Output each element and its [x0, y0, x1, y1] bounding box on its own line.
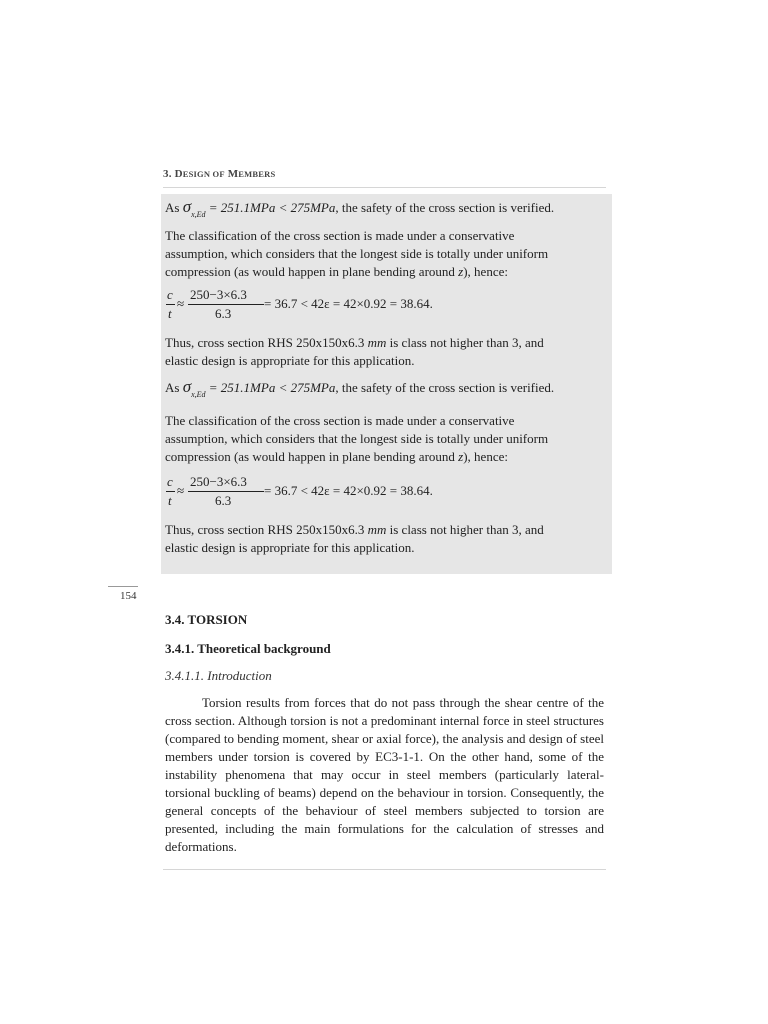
sigma-symbol: σ — [182, 197, 192, 216]
sigma-symbol: σ — [182, 377, 192, 396]
running-header-part: M — [227, 168, 239, 180]
eq-lhs-fraction-bar — [166, 304, 175, 305]
conclusion-text: is class not higher than 3, and — [389, 335, 544, 350]
eq-lhs-denominator: t — [168, 306, 172, 321]
conclusion-line — [165, 521, 604, 539]
bottom-rule — [163, 869, 606, 870]
verification-prefix: As — [165, 200, 180, 215]
verification-statement — [165, 378, 604, 399]
classification-line: The classification of the cross section is made under a conservative — [165, 413, 515, 428]
eq-fraction-bar — [188, 491, 264, 492]
eq-lhs-numerator: c — [167, 287, 173, 302]
eq-approx-sign: ≈ — [177, 296, 185, 311]
running-header — [163, 168, 605, 180]
subsubsection-heading: 3.4.1.1. Introduction — [165, 668, 272, 683]
conclusion-line — [165, 334, 604, 352]
classification-text: compression (as would happen in plane bending around — [165, 264, 455, 279]
verification-suffix: , the safety of the cross section is verified. — [335, 200, 555, 215]
page-number: 154 — [120, 590, 137, 602]
classification-text: ), hence: — [463, 449, 508, 464]
conclusion-text: is class not higher than 3, and — [389, 522, 544, 537]
classification-equation — [165, 286, 465, 326]
subsection-heading: 3.4.1. Theoretical background — [165, 641, 331, 656]
conclusion-line: elastic design is appropriate for this application. — [165, 353, 415, 368]
eq-rhs: = 36.7 < 42ε = 42×0.92 = 38.64. — [264, 483, 433, 498]
classification-text: ), hence: — [463, 264, 508, 279]
eq-lhs-denominator: t — [168, 493, 172, 508]
classification-text: compression (as would happen in plane bending around — [165, 449, 455, 464]
running-header-part: ESIGN OF — [182, 169, 225, 179]
sigma-subscript: x,Ed — [191, 210, 206, 219]
classification-equation — [165, 473, 465, 513]
eq-fraction-bar — [188, 304, 264, 305]
eq-denominator: 6.3 — [215, 493, 232, 508]
unit-text: mm — [367, 335, 387, 350]
eq-numerator: 250−3×6.3 — [190, 474, 247, 489]
classification-line — [165, 448, 604, 466]
conclusion-text: Thus, cross section RHS 250x150x6.3 — [165, 335, 365, 350]
running-header-part: 3. D — [163, 168, 183, 180]
verification-statement — [165, 198, 604, 219]
classification-line: assumption, which considers that the longest side is totally under uniform — [165, 246, 549, 261]
page-number-rule — [108, 586, 138, 587]
verification-expression: = 251.1MPa < 275MPa — [208, 380, 336, 395]
header-rule — [163, 187, 606, 188]
verification-suffix: , the safety of the cross section is verified. — [335, 380, 555, 395]
running-header-part: EMBERS — [238, 169, 276, 179]
classification-paragraph — [165, 412, 604, 466]
sigma-subscript: x,Ed — [191, 390, 206, 399]
unit-text: mm — [367, 522, 387, 537]
verification-expression: = 251.1MPa < 275MPa — [208, 200, 336, 215]
body-paragraph: Torsion results from forces that do not pass through the shear centre of the cross section. Although torsion is not a predominant internal force in steel structures (compared to bending moment, shear or axial force), the analysis and design of steel members under torsion is covered by EC3-1-1. On the other hand, some of the instability phenomena that may occur in steel members (particularly lateral-torsional buckling of beams) depend on the behaviour in torsion. Consequently, the general concepts of the behaviour of steel members subjected to torsion are presented, including the main formulations for the calculation of stresses and deformations. — [165, 695, 604, 854]
classification-paragraph — [165, 227, 604, 281]
classification-line: assumption, which considers that the longest side is totally under uniform — [165, 431, 549, 446]
conclusion-paragraph — [165, 334, 604, 370]
eq-rhs: = 36.7 < 42ε = 42×0.92 = 38.64. — [264, 296, 433, 311]
section-heading: 3.4. TORSION — [165, 612, 248, 627]
eq-denominator: 6.3 — [215, 306, 232, 321]
classification-line — [165, 263, 604, 281]
eq-approx-sign: ≈ — [177, 483, 185, 498]
conclusion-paragraph — [165, 521, 604, 557]
conclusion-line: elastic design is appropriate for this application. — [165, 540, 415, 555]
eq-numerator: 250−3×6.3 — [190, 287, 247, 302]
eq-lhs-numerator: c — [167, 474, 173, 489]
eq-lhs-fraction-bar — [166, 491, 175, 492]
conclusion-text: Thus, cross section RHS 250x150x6.3 — [165, 522, 365, 537]
verification-prefix: As — [165, 380, 180, 395]
axis-variable: z — [458, 264, 464, 279]
classification-line: The classification of the cross section is made under a conservative — [165, 228, 515, 243]
axis-variable: z — [458, 449, 464, 464]
